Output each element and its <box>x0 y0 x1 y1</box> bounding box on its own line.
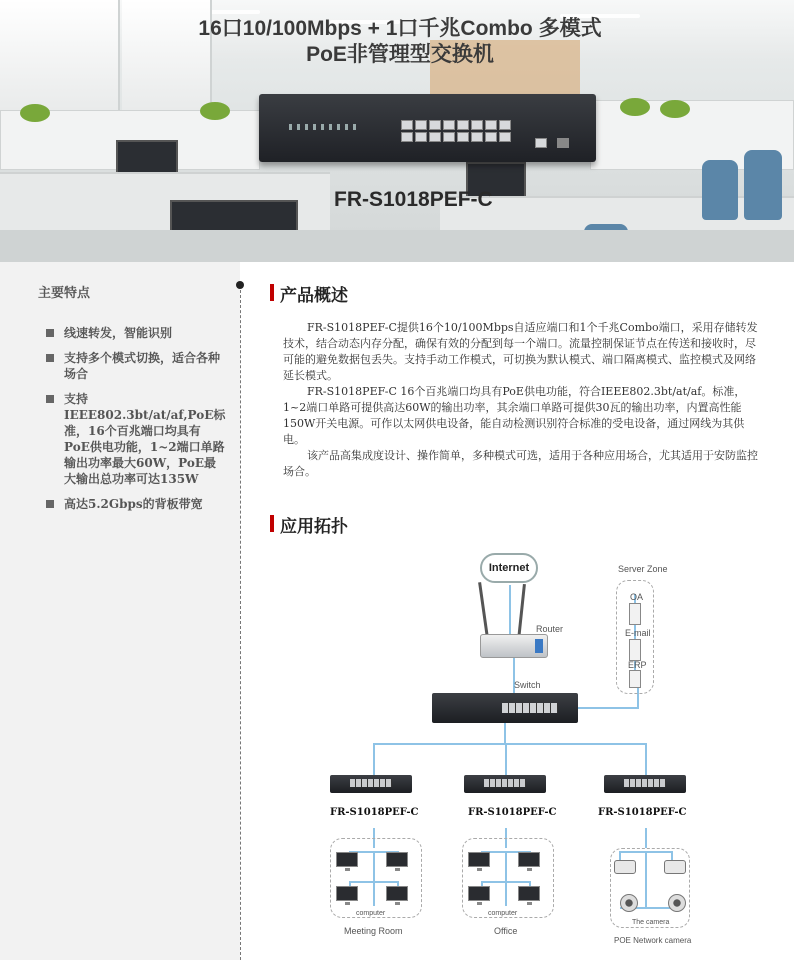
meeting-room-box <box>330 838 422 918</box>
monitor-icon <box>116 140 178 176</box>
computer-label: computer <box>356 910 386 917</box>
topology-diagram <box>330 548 698 948</box>
server-icon <box>629 670 641 688</box>
features-title: 主要特点 <box>38 286 91 301</box>
chair-icon <box>702 160 738 220</box>
column-divider <box>240 285 241 960</box>
server-icon <box>629 639 641 661</box>
square-bullet-icon <box>46 395 54 403</box>
bullet-camera-icon <box>664 860 686 874</box>
divider-dot <box>236 281 244 289</box>
computer-icon <box>336 886 358 901</box>
switch-led-row <box>289 124 359 130</box>
topology-heading: 应用拓扑 <box>270 512 348 537</box>
banner-model-name: FR-S1018PEF-C <box>334 188 493 211</box>
banner-title-line1: 16口10/100Mbps + 1口千兆Combo 多模式 <box>198 17 602 40</box>
square-bullet-icon <box>46 354 54 362</box>
meeting-room-label: Meeting Room <box>344 926 403 936</box>
overview-paragraph: FR-S1018PEF-C 16个百兆端口均具有PoE供电功能，符合IEEE802.3bt/at/af。标准，1~2端口单路可提供高达60W的输出功率，其余端口单路可提供30瓦的输出功率，内置高性能150W开关电源。可作以太网供电设备，能自动检测识别符合标准的受电设备，通过网线为其供电。 <box>283 385 746 446</box>
access-switch-icon <box>604 775 686 793</box>
internet-cloud-icon: Internet <box>480 553 538 583</box>
access-switch-model: FR-S1018PEF-C <box>468 807 557 818</box>
computer-icon <box>468 852 490 867</box>
server-label-oa: OA <box>630 592 644 602</box>
server-label-email: E-mail <box>625 628 651 638</box>
router-icon <box>480 634 548 658</box>
poe-camera-label: POE Network camera <box>614 936 692 945</box>
feature-item: 支持IEEE802.3bt/at/af,PoE标准，16个百兆端口均具有PoE供电功能，1~2端口单路输出功率最大60W，PoE最大输出总功率可达135W <box>46 391 226 487</box>
switch-product-image <box>259 94 596 162</box>
dome-camera-icon <box>620 894 638 912</box>
banner-floor <box>0 230 794 262</box>
plant-icon <box>660 100 690 118</box>
banner-title-line2: PoE非管理型交换机 <box>306 43 494 66</box>
computer-icon <box>518 852 540 867</box>
feature-list <box>46 325 226 521</box>
access-switch-icon <box>330 775 412 793</box>
access-switch-icon <box>464 775 546 793</box>
camera-label: The camera <box>632 919 670 926</box>
computer-icon <box>386 886 408 901</box>
feature-item: 支持多个模式切换，适合各种场合 <box>46 350 226 382</box>
overview-paragraph: FR-S1018PEF-C提供16个10/100Mbps自适应端口和1个千兆Combo端口，采用存储转发技术，结合动态内存分配，确保有效的分配到每一个端口。流量控制保证节点在传送和接收时，尽可能的避免数据包丢失。支持手动工作模式，可切换为默认模式、端口隔离模式、监控模式及网络延长模式。 <box>283 321 758 382</box>
server-label-erp: ERP <box>628 660 647 670</box>
computer-icon <box>468 886 490 901</box>
square-bullet-icon <box>46 329 54 337</box>
square-bullet-icon <box>46 500 54 508</box>
plant-icon <box>620 98 650 116</box>
switch-label: Switch <box>514 680 541 690</box>
server-icon <box>629 603 641 625</box>
router-label: Router <box>536 624 564 634</box>
product-banner <box>0 0 794 262</box>
office-box <box>462 838 554 918</box>
banner-window <box>0 0 120 115</box>
computer-icon <box>386 852 408 867</box>
access-switch-model: FR-S1018PEF-C <box>330 807 419 818</box>
computer-icon <box>336 852 358 867</box>
server-zone-label: Server Zone <box>618 564 668 574</box>
plant-icon <box>200 102 230 120</box>
main-switch-icon <box>432 693 578 723</box>
access-switch-model: FR-S1018PEF-C <box>598 807 687 818</box>
feature-item: 高达5.2Gbps的背板带宽 <box>46 496 226 512</box>
ptz-camera-icon <box>668 894 686 912</box>
overview-paragraph: 该产品高集成度设计、操作简单，多种模式可选，适用于各种应用场合，尤其适用于安防监控场合。 <box>283 449 758 478</box>
computer-label: computer <box>488 910 518 917</box>
overview-heading: 产品概述 <box>270 281 348 306</box>
bullet-camera-icon <box>614 860 636 874</box>
office-label: Office <box>494 926 518 936</box>
plant-icon <box>20 104 50 122</box>
overview-text <box>283 320 765 480</box>
computer-icon <box>518 886 540 901</box>
switch-ports <box>401 120 511 142</box>
feature-item: 线速转发，智能识别 <box>46 325 226 341</box>
sfp-port <box>557 138 569 148</box>
combo-port <box>535 138 547 148</box>
chair-icon <box>744 150 782 220</box>
